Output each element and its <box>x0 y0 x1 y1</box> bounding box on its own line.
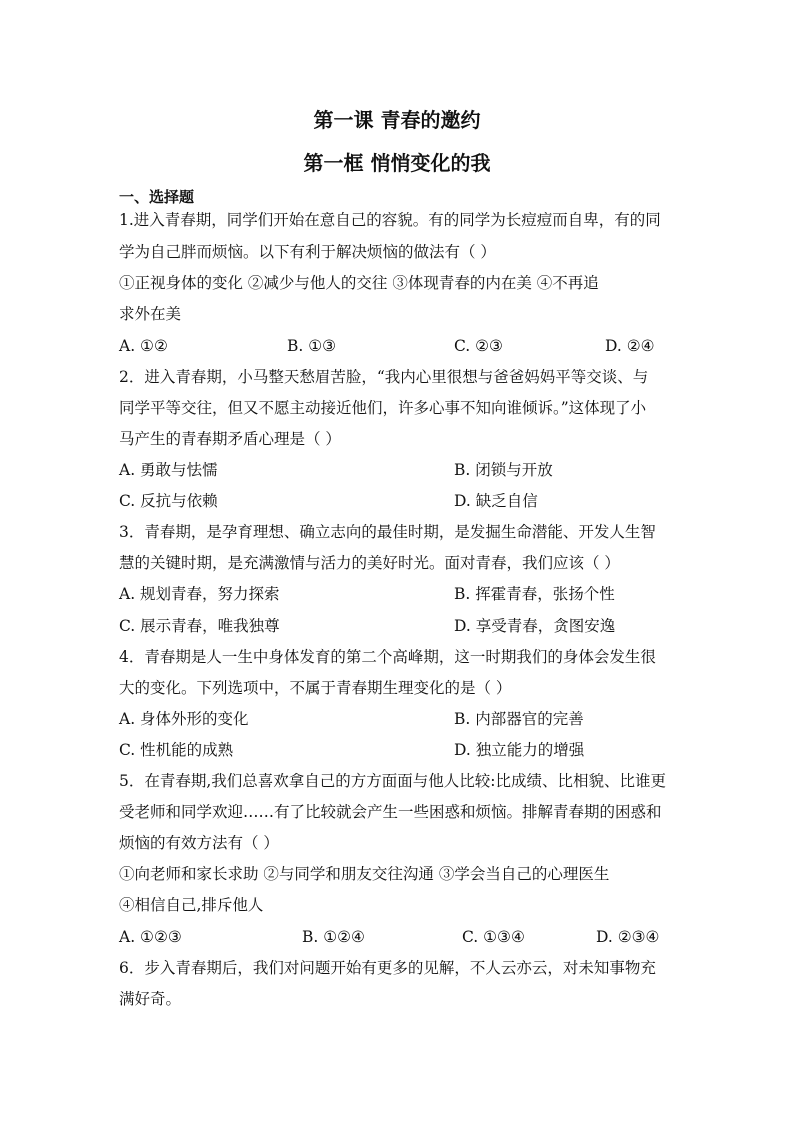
q1-line-3: ①正视身体的变化 ②减少与他人的交往 ③体现青春的内在美 ④不再追 <box>119 274 599 292</box>
q4-option-c: C. 性机能的成熟 <box>119 741 234 759</box>
q5-line-1: 5．在青春期,我们总喜欢拿自己的方方面面与他人比较:比成绩、比相貌、比谁更 <box>119 772 667 790</box>
q5-line-4: ①向老师和家长求助 ②与同学和朋友交往沟通 ③学会当自己的心理医生 <box>119 865 610 883</box>
q5-option-a: A. ①②③ <box>119 928 182 946</box>
q5-line-5: ④相信自己,排斥他人 <box>119 896 264 914</box>
q4-line-2: 大的变化。下列选项中，不属于青春期生理变化的是（ ） <box>119 679 512 697</box>
q3-line-2: 慧的关键时期，是充满激情与活力的美好时光。面对青春，我们应该（ ） <box>119 554 620 572</box>
q4-line-1: 4．青春期是人一生中身体发育的第二个高峰期，这一时期我们的身体会发生很 <box>119 648 656 666</box>
q1-option-a: A. ①② <box>119 337 168 355</box>
q2-option-a: A. 勇敢与怯懦 <box>119 461 218 479</box>
q4-option-a: A. 身体外形的变化 <box>119 710 249 728</box>
q1-line-1: 1.进入青春期，同学们开始在意自己的容貌。有的同学为长痘痘而自卑，有的同 <box>119 211 661 229</box>
q1-line-4: 求外在美 <box>119 305 182 323</box>
q5-option-d: D. ②③④ <box>596 928 660 946</box>
q2-line-3: 马产生的青春期矛盾心理是（ ） <box>119 430 341 448</box>
q5-option-b: B. ①②④ <box>302 928 365 946</box>
q6-line-2: 满好奇。 <box>119 990 182 1008</box>
q5-line-2: 受老师和同学欢迎……有了比较就会产生一些困惑和烦恼。排解青春期的困惑和 <box>119 803 662 821</box>
section-subtitle: 第一框 悄悄变化的我 <box>303 151 491 175</box>
q2-option-b: B. 闭锁与开放 <box>454 461 553 479</box>
q3-line-1: 3．青春期，是孕育理想、确立志向的最佳时期，是发掘生命潜能、开发人生智 <box>119 523 656 541</box>
q3-option-a: A. 规划青春，努力探索 <box>119 585 280 603</box>
q1-option-c: C. ②③ <box>454 337 503 355</box>
q2-line-1: 2．进入青春期，小马整天愁眉苦脸，“我内心里很想与爸爸妈妈平等交谈、与 <box>119 368 649 386</box>
q1-option-b: B. ①③ <box>287 337 337 355</box>
q3-option-c: C. 展示青春，唯我独尊 <box>119 617 280 635</box>
q2-option-c: C. 反抗与依赖 <box>119 492 218 510</box>
q4-option-b: B. 内部器官的完善 <box>454 710 584 728</box>
q3-option-b: B. 挥霍青春，张扬个性 <box>454 585 615 603</box>
q6-line-1: 6．步入青春期后，我们对问题开始有更多的见解，不人云亦云，对未知事物充 <box>119 959 656 977</box>
q1-option-d: D. ②④ <box>605 337 655 355</box>
q5-line-3: 烦恼的有效方法有（ ） <box>119 834 279 852</box>
q4-option-d: D. 独立能力的增强 <box>454 741 585 759</box>
q3-option-d: D. 享受青春，贪图安逸 <box>454 617 616 635</box>
q2-line-2: 同学平等交往，但又不愿主动接近他们，许多心事不知向谁倾诉。”这体现了小 <box>119 399 647 417</box>
q5-option-c: C. ①③④ <box>462 928 525 946</box>
q2-option-d: D. 缺乏自信 <box>454 492 538 510</box>
lesson-title: 第一课 青春的邀约 <box>313 108 481 132</box>
q1-line-2: 学为自己胖而烦恼。以下有利于解决烦恼的做法有（ ） <box>119 243 496 261</box>
section-heading: 一、选择题 <box>119 188 195 206</box>
